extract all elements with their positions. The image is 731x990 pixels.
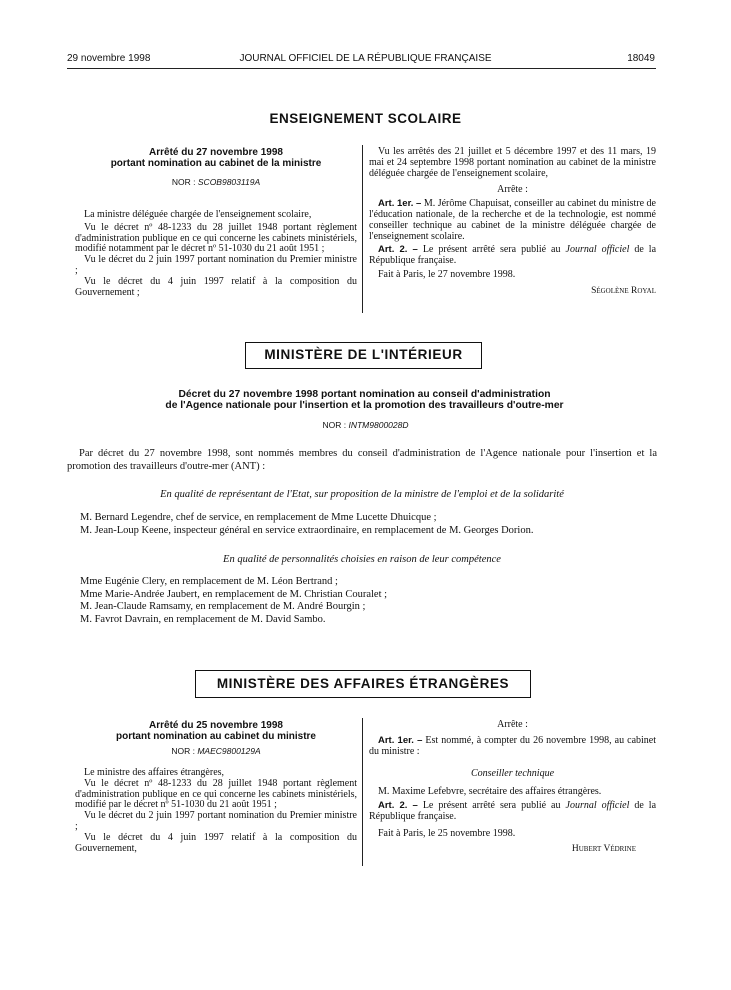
arrete2-title	[75, 720, 357, 742]
paragraph: Par décret du 27 novembre 1998, sont nommés membres du conseil d'administration de l'Agence nationale pour l'insertion et la promotion des travailleurs d'outre-mer (ANT) :	[67, 448, 657, 472]
nor-label: NOR :	[171, 746, 195, 756]
paragraph: Vu le décret du 4 juin 1997 relatif à la composition du Gouvernement ;	[75, 275, 357, 298]
list-item: M. Favrot Davrain, en remplacement de M. David Sambo.	[80, 613, 326, 625]
section-title-enseignement: ENSEIGNEMENT SCOLAIRE	[269, 111, 462, 126]
decret-list-2	[80, 576, 660, 626]
paragraph: Le ministre des affaires étrangères,	[84, 767, 225, 778]
arrete1-title-line2: portant nomination au cabinet de la ministre	[110, 158, 322, 169]
decret-nor	[0, 420, 731, 430]
decret-title	[67, 389, 662, 411]
signature: Ségolène Royal	[591, 285, 656, 296]
paragraph: Vu le décret du 2 juin 1997 portant nomination du Premier ministre ;	[75, 254, 357, 276]
arrete1-right-column	[369, 147, 656, 297]
list-item: Mme Marie-Andrée Jaubert, en remplacement de M. Christian Couralet ;	[80, 588, 388, 600]
article-1	[369, 199, 656, 242]
nor-label: NOR :	[322, 420, 347, 430]
fait-a-paris: Fait à Paris, le 25 novembre 1998.	[378, 827, 516, 839]
section-title-affaires-etrangeres: MINISTÈRE DES AFFAIRES ÉTRANGÈRES	[195, 670, 531, 698]
arrete1-title-line1: Arrêté du 27 novembre 1998	[149, 147, 283, 158]
paragraph: Vu le décret nº 48-1233 du 28 juillet 1948 portant règlement d'administration publique en ce qui concerne les cabinets ministériels, modifié notamment par le décret nº 51-1030 du 21 août 1951 ;	[75, 221, 357, 255]
header-rule	[67, 68, 656, 69]
article-2	[369, 245, 656, 267]
decret-title-line1: Décret du 27 novembre 1998 portant nomination au conseil d'administration	[178, 389, 551, 400]
arrete2-left-column	[75, 720, 357, 854]
journal-name: Journal officiel	[565, 799, 630, 811]
header-page-number: 18049	[627, 53, 655, 64]
article-label: Art. 2. –	[378, 244, 418, 256]
paragraph: Vu le décret nº 48-1233 du 28 juillet 1948 portant règlement d'administration publique en ce qui concerne les cabinets ministériels, modifié par le décret nº 51-1030 du 21 août 1951 ;	[75, 777, 357, 811]
article-label: Art. 1er. –	[378, 198, 422, 210]
column-divider	[362, 718, 363, 866]
arrete1-nor	[75, 177, 357, 187]
decret-subheading-1: En qualité de représentant de l'Etat, sur proposition de la ministre de l'emploi et de la solidarité	[160, 489, 564, 500]
article-text: de la République française.	[369, 244, 657, 267]
decret-list-1	[80, 512, 660, 537]
arrete2-title-line2: portant nomination au cabinet du ministre	[115, 731, 316, 742]
list-item: M. Jean-Claude Ramsamy, en remplacement de M. André Bourgin ;	[80, 601, 366, 612]
article-text: Le présent arrêté sera publié au	[422, 244, 561, 256]
role-title: Conseiller technique	[470, 768, 555, 780]
article-text: de la République française.	[369, 799, 657, 822]
decret-title-line2: de l'Agence nationale pour l'insertion et la promotion des travailleurs d'outre-mer	[165, 400, 564, 411]
article-text: M. Jérôme Chapuisat, conseiller au cabinet du ministre de l'éducation nationale, de la recherche et de la technologie, est nommé conseiller technique au cabinet de la ministre déléguée chargée de l'enseignement scolaire.	[369, 198, 656, 242]
paragraph: La ministre déléguée chargée de l'enseignement scolaire,	[84, 209, 312, 220]
article-text: Est nommé, à compter du 26 novembre 1998, au cabinet du ministre :	[369, 734, 656, 757]
list-item: Mme Eugénie Clery, en remplacement de M. Léon Bertrand ;	[80, 576, 338, 587]
signature: Hubert Védrine	[571, 844, 636, 855]
decret-intro	[67, 448, 657, 473]
arrete-label: Arrête :	[497, 184, 528, 196]
arrete2-nor	[75, 746, 357, 756]
section-title-interieur: MINISTÈRE DE L'INTÉRIEUR	[245, 342, 482, 369]
decret-subheading-2: En qualité de personnalités choisies en raison de leur compétence	[223, 554, 501, 565]
arrete2-title-line1: Arrêté du 25 novembre 1998	[149, 720, 283, 731]
arrete1-title	[75, 147, 357, 169]
nor-label: NOR :	[171, 177, 196, 187]
article-label: Art. 1er. –	[378, 734, 423, 746]
header-date: 29 novembre 1998	[67, 53, 151, 64]
article-text: Le présent arrêté sera publié au	[422, 799, 561, 811]
paragraph: Vu le décret du 2 juin 1997 portant nomination du Premier ministre ;	[75, 810, 357, 832]
article-label: Art. 2. –	[378, 799, 418, 811]
column-divider	[362, 145, 363, 313]
paragraph: Vu le décret du 4 juin 1997 relatif à la composition du Gouvernement,	[75, 831, 357, 854]
article-2	[369, 801, 656, 823]
appointee: M. Maxime Lefebvre, secrétaire des affaires étrangères.	[378, 786, 602, 798]
article-1	[369, 736, 656, 758]
nor-code: SCOB9803119A	[197, 177, 261, 187]
arrete1-left-column	[75, 147, 357, 298]
nor-code: MAEC9800129A	[197, 746, 261, 756]
list-item: M. Bernard Legendre, chef de service, en remplacement de Mme Lucette Dhuicque ;	[80, 512, 437, 523]
arrete2-right-column	[369, 720, 656, 855]
fait-a-paris: Fait à Paris, le 27 novembre 1998.	[378, 268, 516, 280]
journal-name: Journal officiel	[565, 244, 630, 256]
header-journal-title: JOURNAL OFFICIEL DE LA RÉPUBLIQUE FRANÇAISE	[239, 53, 492, 64]
arrete-label: Arrête :	[497, 719, 528, 730]
list-item: M. Jean-Loup Keene, inspecteur général en service extraordinaire, en remplacement de M. Georges Dorion.	[80, 524, 534, 536]
paragraph: Vu les arrêtés des 21 juillet et 5 décembre 1997 et des 11 mars, 19 mai et 24 septembre 1998 portant nomination au cabinet de la ministre déléguée chargée de l'enseignement scolaire,	[369, 146, 656, 179]
nor-code: INTM9800028D	[348, 420, 409, 430]
